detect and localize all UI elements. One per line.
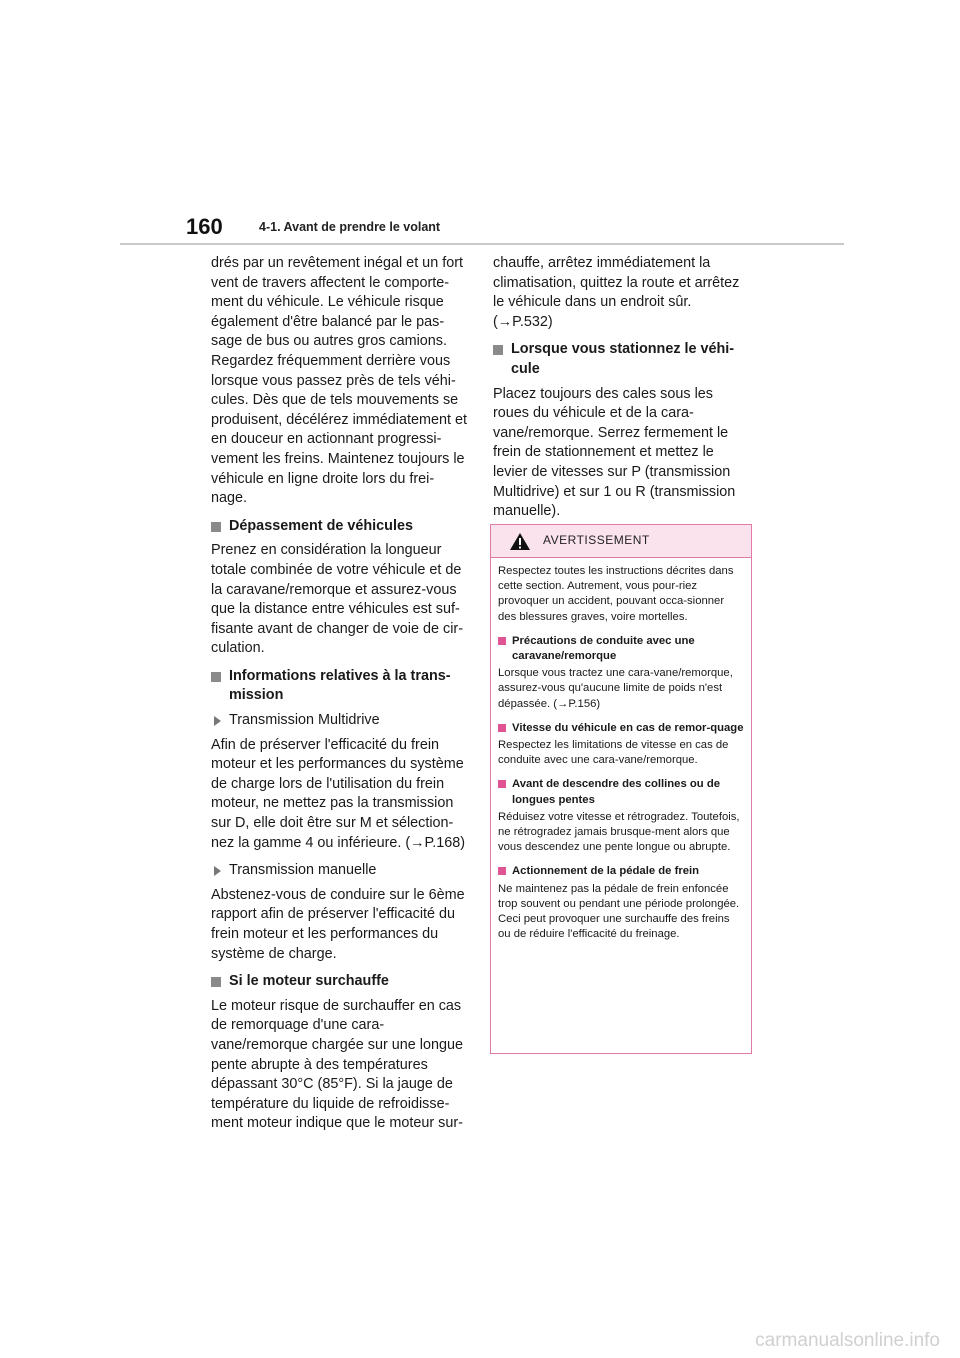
left-column bbox=[211, 254, 469, 1142]
warning-intro: Respectez toutes les instructions décrites dans cette section. Autrement, vous pour-riez provoquer un accident, pouvant occa-sionner des blessures graves, voire mortelles. bbox=[498, 565, 734, 623]
warning-item-heading: Avant de descendre des collines ou de longues pentes bbox=[498, 777, 744, 807]
warning-item-text: Lorsque vous tractez une cara-vane/remorque, assurez-vous qu'aucune limite de poids n'est dépassée. (→P.156) bbox=[498, 667, 733, 710]
square-bullet-icon bbox=[498, 780, 506, 788]
warning-item-heading: Actionnement de la pédale de frein bbox=[498, 864, 744, 879]
warning-triangle-icon bbox=[509, 532, 531, 551]
warning-item-text: Respectez les limitations de vitesse en cas de conduite avec une cara-vane/remorque. bbox=[498, 739, 729, 767]
sub-heading-text: Transmission Multidrive bbox=[229, 712, 380, 729]
paragraph: Prenez en considération la longueur totale combinée de votre véhicule et de la caravane/remorque et assurez-vous que la distance entre véhicules est suf-fisante avant de changer de voie de cir-culation. bbox=[211, 542, 463, 657]
paragraph: drés par un revêtement inégal et un fort vent de travers affectent le comporte-ment du véhicule. Le véhicule risque également d'être balancé par le pas-sage de bus ou autres gros camions. Regardez fréquemment derrière vous lorsque vous passez près de tels véhi-cules. Dès que de tels mouvements se produisent, décélérez immédiatement et en douceur en actionnant progressi-vement les freins. Maintenez toujours le véhicule en ligne droite lors du frei-nage. bbox=[211, 255, 467, 507]
square-bullet-icon bbox=[211, 522, 221, 532]
sub-heading bbox=[211, 861, 469, 881]
warning-header bbox=[491, 525, 751, 558]
paragraph: Placez toujours des cales sous les roues du véhicule et de la cara-vane/remorque. Serrez fermement le frein de stationnement et mettez le levier de vitesses sur P (transmission Multidrive) et sur 1 ou R (transmission manuelle). bbox=[493, 385, 736, 520]
warning-item-text: Ne maintenez pas la pédale de frein enfoncée trop souvent ou pendant une période prolongée. Ceci peut provoquer une surchauffe des freins ou de réduire l'efficacité du freinage. bbox=[498, 882, 740, 941]
section-title: 4-1. Avant de prendre le volant bbox=[259, 220, 441, 234]
heading-text: Dépassement de véhicules bbox=[229, 517, 413, 534]
warning-title: AVERTISSEMENT bbox=[543, 533, 650, 547]
paragraph: chauffe, arrêtez immédiatement la climatisation, quittez la route et arrêtez le véhicule dans un endroit sûr. (→P.532) bbox=[493, 255, 740, 330]
paragraph: Afin de préserver l'efficacité du frein moteur et les performances du système de charge lors de l'utilisation du frein moteur, ne mettez pas la transmission sur D, elle doit être sur M et sélection-nez la gamme 4 ou inférieure. (→P.168) bbox=[211, 736, 466, 851]
square-bullet-icon bbox=[498, 637, 506, 645]
warning-box bbox=[490, 524, 752, 1054]
sub-heading-text: Transmission manuelle bbox=[229, 862, 377, 879]
header-divider bbox=[120, 243, 844, 245]
warning-item-heading: Vitesse du véhicule en cas de remor-quage bbox=[498, 721, 744, 736]
square-bullet-icon bbox=[498, 724, 506, 732]
heading-text: Informations relatives à la trans-mission bbox=[229, 667, 451, 704]
warning-item-text: Réduisez votre vitesse et rétrogradez. Toutefois, ne rétrogradez jamais brusque-ment alors que vous descendez une pente longue ou abrupte. bbox=[498, 810, 740, 854]
page-number: 160 bbox=[186, 214, 223, 239]
square-bullet-icon bbox=[211, 672, 221, 682]
right-column bbox=[493, 254, 751, 530]
square-bullet-icon bbox=[211, 977, 221, 987]
page-header bbox=[0, 0, 960, 250]
triangle-bullet-icon bbox=[214, 866, 221, 876]
section-heading bbox=[211, 667, 469, 706]
heading-text: Si le moteur surchauffe bbox=[229, 973, 389, 990]
sub-heading bbox=[211, 711, 469, 731]
section-heading bbox=[211, 517, 469, 537]
warning-body bbox=[491, 558, 751, 942]
watermark: carmanualsonline.info bbox=[755, 1330, 940, 1351]
triangle-bullet-icon bbox=[214, 716, 221, 726]
paragraph: Le moteur risque de surchauffer en cas de remorquage d'une cara-vane/remorque chargée sur une longue pente abrupte à des températures dépassant 30°C (85°F). Si la jauge de température du liquide de refroidisse-ment moteur indique que le moteur sur- bbox=[211, 997, 464, 1132]
section-heading bbox=[211, 972, 469, 992]
warning-item-heading: Précautions de conduite avec une caravane/remorque bbox=[498, 634, 744, 664]
section-heading bbox=[493, 340, 751, 379]
paragraph: Abstenez-vous de conduire sur le 6ème rapport afin de préserver l'efficacité du frein moteur et les performances du système de charge. bbox=[211, 886, 465, 962]
square-bullet-icon bbox=[493, 345, 503, 355]
heading-text: Lorsque vous stationnez le véhi-cule bbox=[511, 341, 735, 377]
square-bullet-icon bbox=[498, 867, 506, 875]
